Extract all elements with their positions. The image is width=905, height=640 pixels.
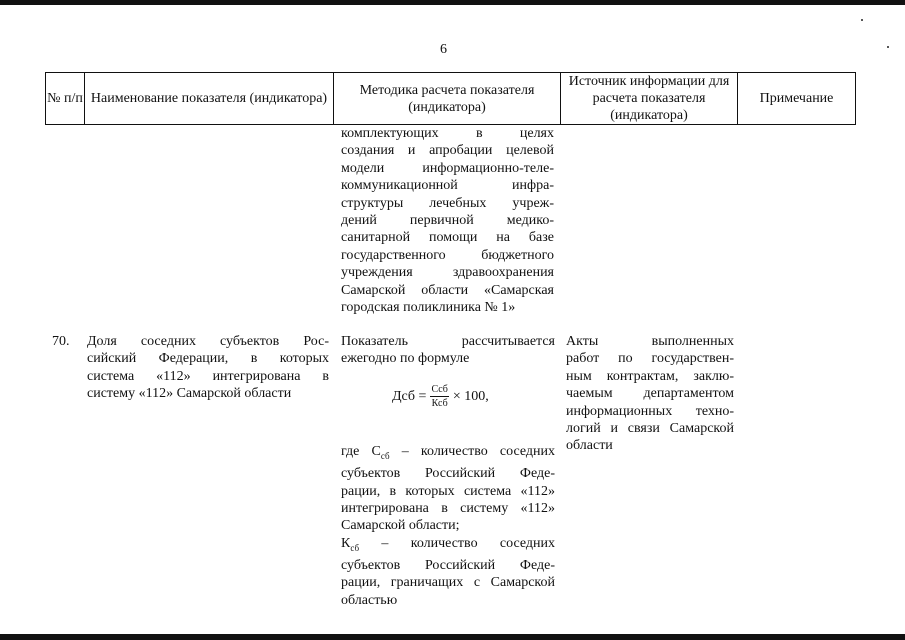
formula-legend xyxy=(341,443,555,609)
text-line: создания и апробации целевой xyxy=(341,143,554,159)
text-line: сийский Федерации, в которых xyxy=(87,351,329,367)
legend-subscript: сб xyxy=(380,450,390,461)
legend-k-line xyxy=(341,535,555,557)
scan-top-edge xyxy=(0,0,905,5)
method-continuation-text xyxy=(341,125,554,316)
method-intro xyxy=(341,333,555,368)
text-line: информационных техно- xyxy=(566,403,734,419)
row-number: 70. xyxy=(52,334,70,349)
indicator-name xyxy=(87,333,329,403)
text-line: ежегодно по формуле xyxy=(341,351,470,367)
calculation-formula xyxy=(392,384,489,409)
text-line: областью xyxy=(341,592,398,608)
page-number: 6 xyxy=(440,42,447,57)
column-divider xyxy=(855,72,856,125)
text-line: ным контрактам, заклю- xyxy=(566,368,734,384)
text-line: работ по государствен- xyxy=(566,351,734,367)
text-line: комплектующих в целях xyxy=(341,126,554,141)
scan-bottom-edge xyxy=(0,634,905,640)
formula-fraction xyxy=(430,384,448,409)
header-cell-note: Примечание xyxy=(759,91,834,106)
text-line: учреждения здравоохранения xyxy=(341,265,554,281)
text-line: структуры лечебных учреж- xyxy=(341,195,554,211)
text-line: система «112» интегрирована в xyxy=(87,368,329,384)
text-line: Самарской области «Самарская xyxy=(341,282,554,298)
text-line: государственного бюджетного xyxy=(341,247,554,263)
formula-denominator: Ксб xyxy=(431,398,448,409)
legend-text: где С xyxy=(341,444,381,459)
information-source xyxy=(566,333,734,455)
text-line: рации, в которых система «112» xyxy=(341,483,555,499)
text-line: интегрирована в систему «112» xyxy=(341,501,555,517)
legend-text: – количество соседних xyxy=(359,535,555,551)
text-line: коммуникационной инфра- xyxy=(341,178,554,194)
text-line: дений первичной медико- xyxy=(341,213,554,229)
header-cell-indicator-name: Наименование показателя (индикатора) xyxy=(90,91,328,106)
scan-speck xyxy=(861,19,863,21)
legend-c-line xyxy=(341,443,555,465)
text-line: санитарной помощи на базе xyxy=(341,230,554,246)
text-line: Самарской области; xyxy=(341,518,460,534)
text-line: области xyxy=(566,438,613,454)
formula-lhs: Дсб = xyxy=(392,388,427,404)
text-line: Показатель рассчитывается xyxy=(341,334,555,349)
text-line: Акты выполненных xyxy=(566,334,734,349)
text-line: систему «112» Самарской области xyxy=(87,386,292,402)
formula-numerator: Ссб xyxy=(431,384,448,395)
text-line: городская поликлиника № 1» xyxy=(341,300,516,316)
header-cell-number: № п/п xyxy=(47,91,83,106)
text-line: субъектов Российский Феде- xyxy=(341,466,555,482)
text-line: рации, граничащих с Самарской xyxy=(341,575,555,591)
header-cell-calculation-method: Методика расчета показателя (индикатора) xyxy=(359,82,535,115)
header-cell-information-source: Источник информации для расчета показателя (индикатора) xyxy=(568,74,730,123)
legend-text: К xyxy=(341,535,351,551)
text-line: логий и связи Самарской xyxy=(566,421,734,437)
scan-speck xyxy=(887,46,889,48)
text-line: модели информационно-теле- xyxy=(341,160,554,176)
legend-text: – количество соседних xyxy=(389,444,555,459)
text-line: субъектов Российский Феде- xyxy=(341,558,555,574)
formula-rhs: × 100, xyxy=(452,388,489,404)
text-line: Доля соседних субъектов Рос- xyxy=(87,334,329,349)
text-line: чаемым департаментом xyxy=(566,386,734,402)
legend-subscript: сб xyxy=(350,542,360,553)
